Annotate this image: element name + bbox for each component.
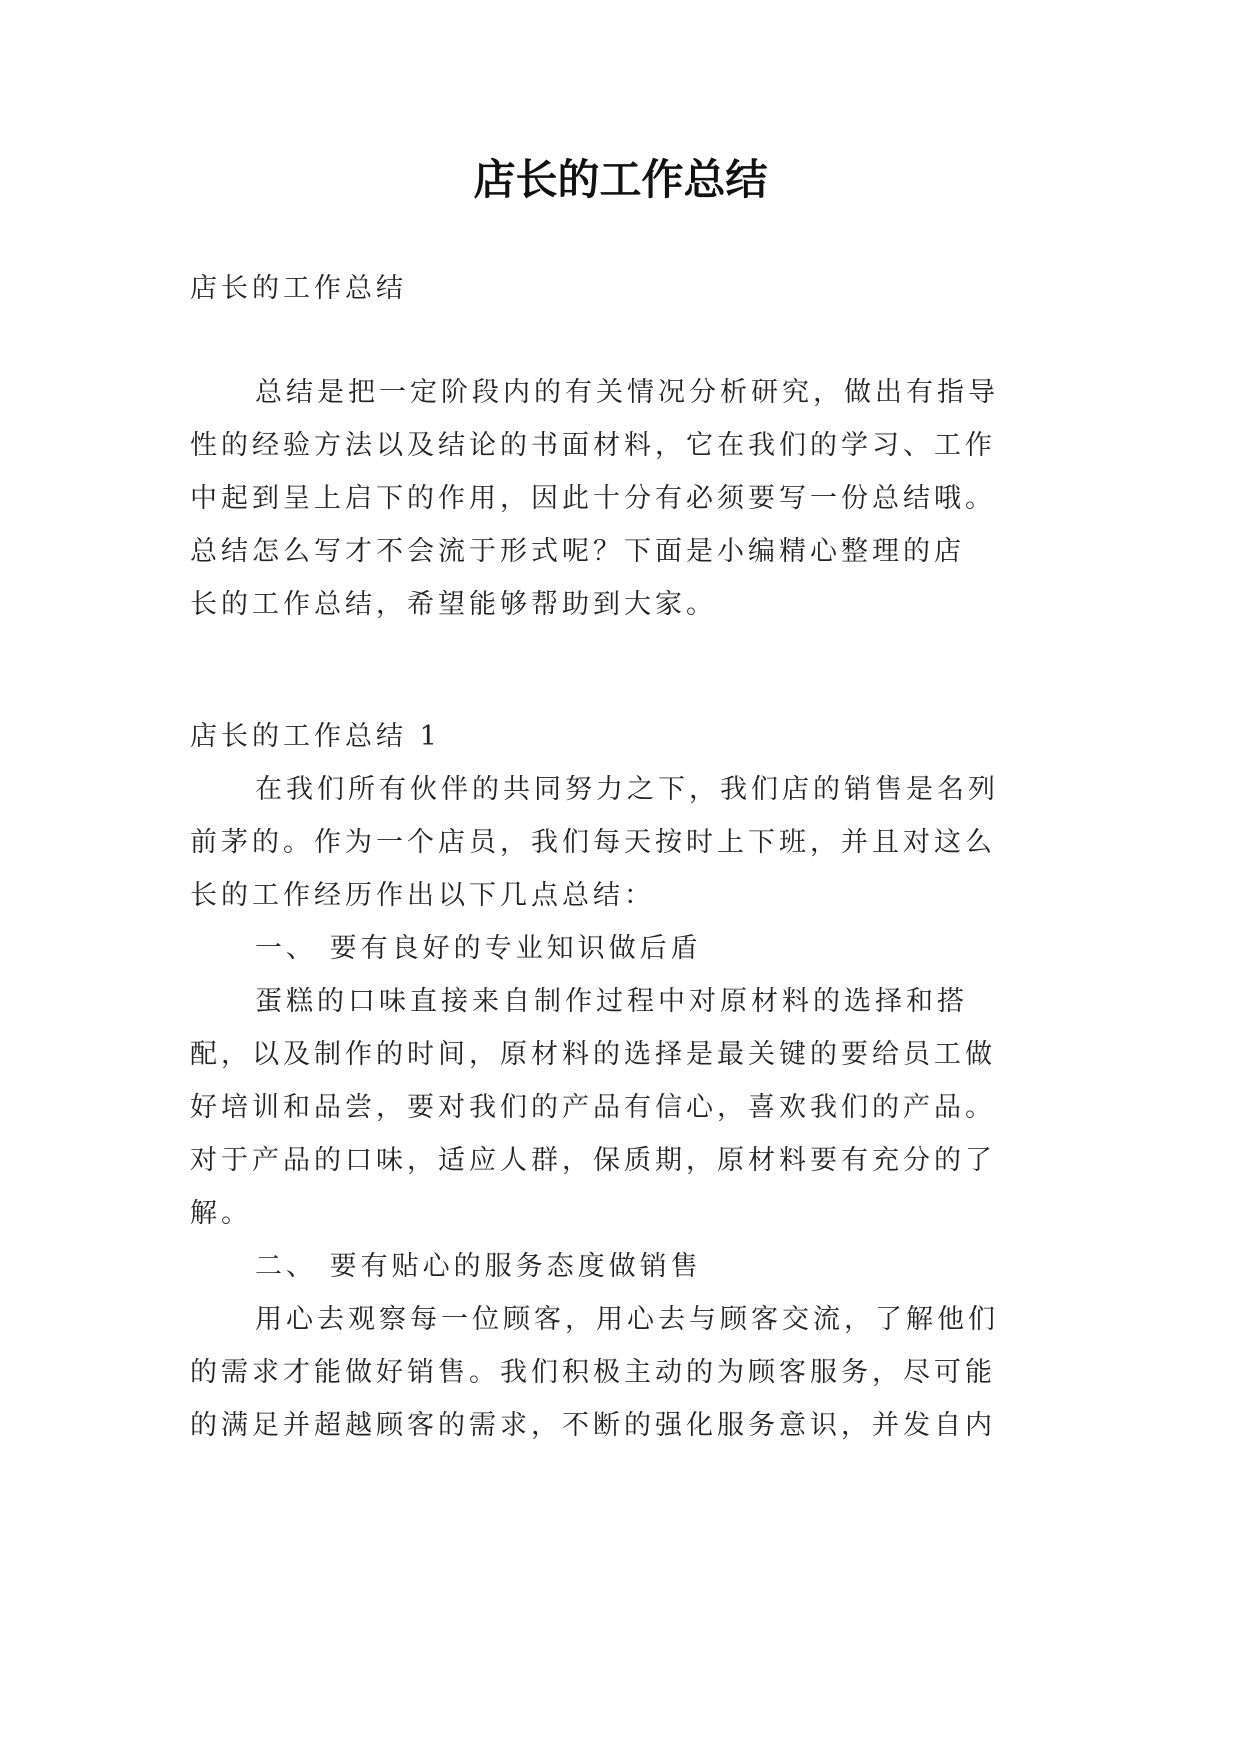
section-heading xyxy=(190,710,1070,763)
paragraph-line: 配，以及制作的时间，原材料的选择是最关键的要给员工做 xyxy=(190,1039,996,1070)
point2-heading xyxy=(190,1240,1070,1293)
paragraph-line: 好培训和品尝，要对我们的产品有信心，喜欢我们的产品。 xyxy=(190,1092,996,1123)
paragraph-line: 长的工作经历作出以下几点总结： xyxy=(190,880,655,911)
paragraph-line: 的需求才能做好销售。我们积极主动的为顾客服务，尽可能 xyxy=(190,1357,996,1388)
paragraph-line: 总结怎么写才不会流于形式呢？下面是小编精心整理的店 xyxy=(190,536,965,567)
paragraph-line: 长的工作总结，希望能够帮助到大家。 xyxy=(190,589,717,620)
intro-paragraph xyxy=(190,366,1070,631)
paragraph-line: 前茅的。作为一个店员，我们每天按时上下班，并且对这么 xyxy=(190,827,996,858)
subtitle-line: 店长的工作总结 xyxy=(190,273,407,304)
document-title: 店长的工作总结 xyxy=(473,155,768,204)
paragraph-line: 在我们所有伙伴的共同努力之下，我们店的销售是名列 xyxy=(255,774,999,805)
point1-paragraph xyxy=(190,975,1070,1240)
paragraph-line: 解。 xyxy=(190,1198,252,1229)
paragraph-line: 性的经验方法以及结论的书面材料，它在我们的学习、工作 xyxy=(190,430,996,461)
paragraph-line: 蛋糕的口味直接来自制作过程中对原材料的选择和搭 xyxy=(255,986,968,1017)
paragraph-line: 对于产品的口味，适应人群，保质期，原材料要有充分的了 xyxy=(190,1145,996,1176)
point1-heading xyxy=(190,922,1070,975)
section1-paragraph xyxy=(190,763,1070,922)
point2-paragraph xyxy=(190,1293,1070,1452)
paragraph-line: 的满足并超越顾客的需求，不断的强化服务意识，并发自内 xyxy=(190,1410,996,1441)
point-heading-text: 一、 要有良好的专业知识做后盾 xyxy=(255,933,702,964)
paragraph-line: 中起到呈上启下的作用，因此十分有必须要写一份总结哦。 xyxy=(190,483,996,514)
point-heading-text: 二、 要有贴心的服务态度做销售 xyxy=(255,1251,702,1282)
paragraph-line: 总结是把一定阶段内的有关情况分析研究，做出有指导 xyxy=(255,377,999,408)
paragraph-line: 用心去观察每一位顾客，用心去与顾客交流，了解他们 xyxy=(255,1304,999,1335)
document-subtitle xyxy=(190,262,1070,315)
section-heading-text: 店长的工作总结 1 xyxy=(190,721,441,752)
